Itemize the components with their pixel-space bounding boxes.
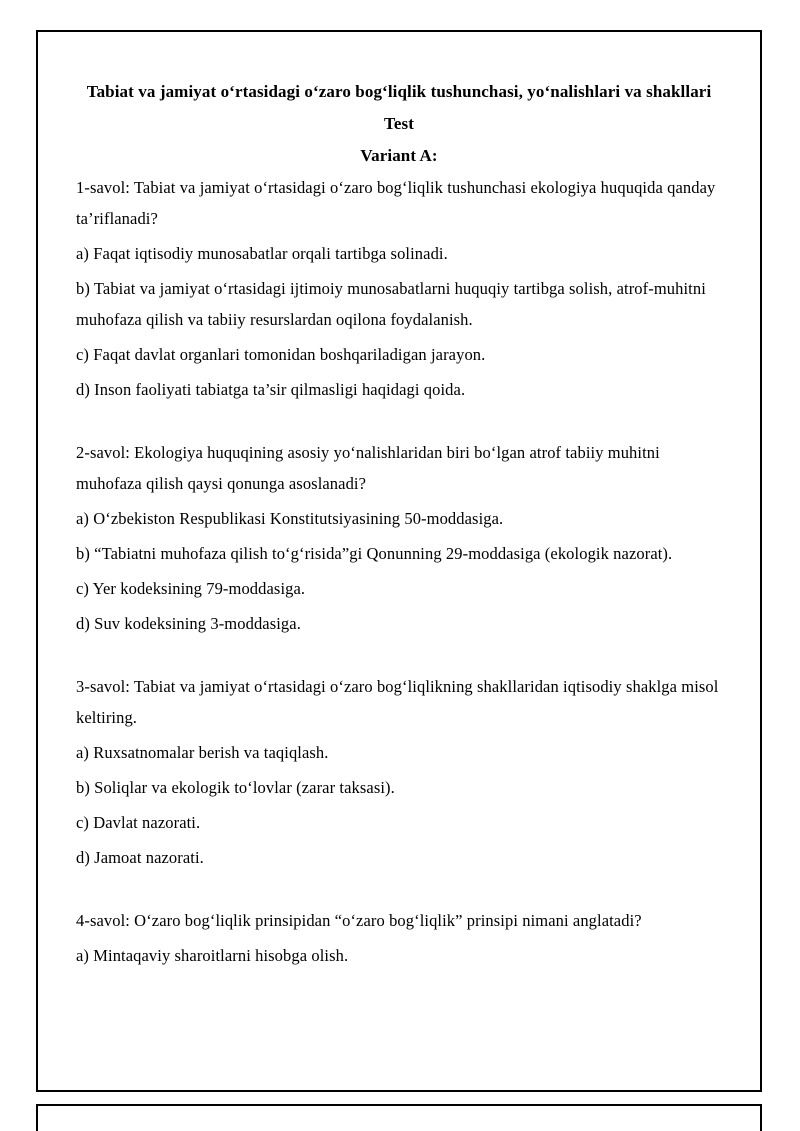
document-subtitle: Test [383,114,414,133]
question-text: 4-savol: O‘zaro bog‘liqlik prinsipidan “o‘zaro bog‘liqlik” prinsipi nimani anglatadi? [76,911,642,930]
answer-option: b) Soliqlar va ekologik to‘lovlar (zarar taksasi). [76,778,395,797]
answer-option: b) “Tabiatni muhofaza qilish to‘g‘risida”gi Qonunning 29-moddasiga (ekologik nazorat). [76,544,673,563]
page-content [38,32,760,971]
answer-option: b) Tabiat va jamiyat o‘rtasidagi ijtimoiy munosabatlarni huquqiy tartibga solish, atrof-muhitni muhofaza qilish va tabiiy resurslardan oqilona foydalanish. [76,279,706,329]
question-text: 1-savol: Tabiat va jamiyat o‘rtasidagi o‘zaro bog‘liqlik tushunchasi ekologiya huquqida qanday ta’riflanadi? [76,178,716,228]
question-text: 2-savol: Ekologiya huquqining asosiy yo‘nalishlaridan biri bo‘lgan atrof tabiiy muhitni muhofaza qilish qaysi qonunga asoslanadi? [76,443,660,493]
answer-option: c) Davlat nazorati. [76,813,201,832]
question-block-3 [76,671,722,873]
answer-option: a) Mintaqaviy sharoitlarni hisobga olish. [76,946,349,965]
answer-option: c) Faqat davlat organlari tomonidan boshqariladigan jarayon. [76,345,486,364]
question-block-2 [76,437,722,639]
answer-option: a) Ruxsatnomalar berish va taqiqlash. [76,743,329,762]
question-block-4 [76,905,722,971]
answer-option: a) O‘zbekiston Respublikasi Konstitutsiyasining 50-moddasiga. [76,509,504,528]
answer-option: d) Inson faoliyati tabiatga ta’sir qilmasligi haqidagi qoida. [76,380,466,399]
answer-option: a) Faqat iqtisodiy munosabatlar orqali tartibga solinadi. [76,244,448,263]
question-text: 3-savol: Tabiat va jamiyat o‘rtasidagi o‘zaro bog‘liqlikning shakllaridan iqtisodiy shaklga misol keltiring. [76,677,719,727]
document-title: Tabiat va jamiyat o‘rtasidagi o‘zaro bog‘liqlik tushunchasi, yo‘nalishlari va shakllari [86,82,712,101]
page-border [36,30,762,1092]
question-block-1 [76,172,722,405]
answer-option: d) Suv kodeksining 3-moddasiga. [76,614,301,633]
answer-option: d) Jamoat nazorati. [76,848,204,867]
next-page-border [36,1104,762,1131]
answer-option: c) Yer kodeksining 79-moddasiga. [76,579,306,598]
variant-heading: Variant A: [360,146,438,165]
